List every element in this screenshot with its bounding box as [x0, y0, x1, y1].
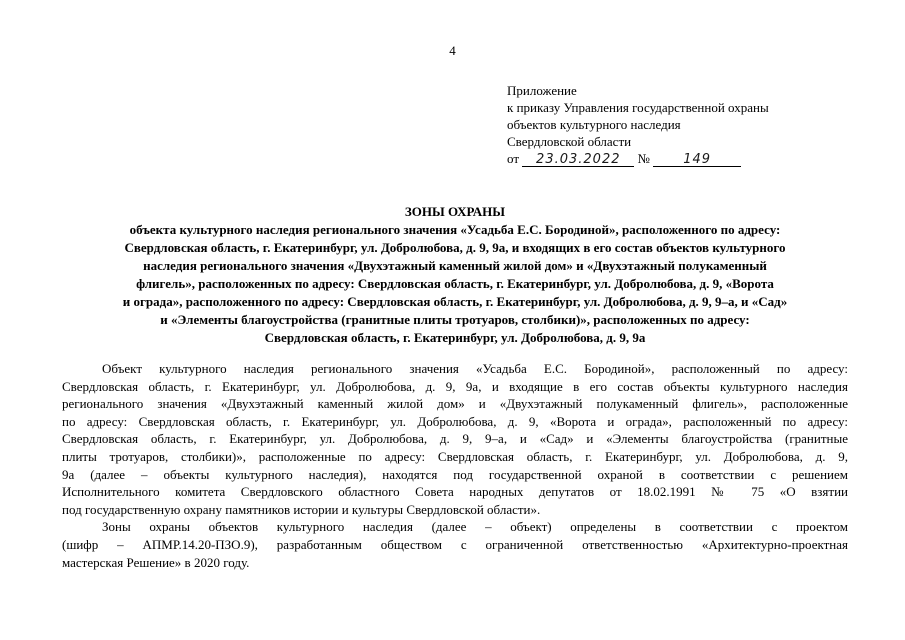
title-line: Свердловская область, г. Екатеринбург, ул. Добролюбова, д. 9, 9а — [264, 330, 646, 345]
paragraph-1 — [62, 360, 848, 518]
title-line: флигель», расположенных по адресу: Свердловская область, г. Екатеринбург, ул. Добролюбова, д. 9, «Ворота — [136, 276, 774, 291]
appendix-objects-line: объектов культурного наследия — [507, 117, 681, 132]
number-field — [653, 152, 741, 167]
paragraph-line: регионального значения «Двухэтажный каменный жилой дом» и «Двухэтажный полукаменный флигель», расположенные — [62, 396, 848, 412]
title-line: и ограда», расположенного по адресу: Свердловская область, г. Екатеринбург, ул. Добролюбова, д. 9, 9–а, и «Сад» — [122, 294, 788, 309]
title-heading: ЗОНЫ ОХРАНЫ — [404, 204, 506, 219]
paragraph-line: (шифр – АПМР.14.20-ПЗО.9), разработанным обществом с ограниченной ответственностью «Архитектурно-проектная — [62, 536, 848, 552]
number-label: № — [637, 151, 650, 166]
paragraph-line: Исполнительного комитета Свердловского областного Совета народных депутатов от 18.02.1991 № 75 «О взятии — [62, 484, 848, 500]
appendix-block — [507, 82, 887, 167]
paragraph-line: Объект культурного наследия регионального значения «Усадьба Е.С. Бородиной», расположенный по адресу: — [102, 361, 848, 376]
appendix-date-line — [507, 150, 887, 167]
date-field — [522, 152, 634, 167]
title-line: Свердловская область, г. Екатеринбург, ул. Добролюбова, д. 9, 9а, и входящих в его состав объектов культурного — [124, 240, 786, 255]
paragraph-line: под государственную охрану памятников истории и культуры Свердловской области». — [62, 501, 541, 517]
title-line: и «Элементы благоустройства (гранитные плиты тротуаров, столбики)», расположенных по адресу: — [160, 312, 750, 327]
appendix-order-line: к приказу Управления государственной охраны — [507, 100, 769, 115]
paragraph-line: 9а (далее – объекты культурного наследия), находятся под государственной охраной в соответствии с решением — [62, 466, 848, 482]
handwritten-number: 149 — [683, 152, 712, 167]
title-line: объекта культурного наследия регионального значения «Усадьба Е.С. Бородиной», расположенного по адресу: — [129, 222, 781, 237]
page-number: 4 — [449, 43, 456, 58]
from-label: от — [507, 151, 520, 166]
document-title — [60, 203, 850, 347]
title-line: наследия регионального значения «Двухэтажный каменный жилой дом» и «Двухэтажный полукаменный — [143, 258, 767, 273]
appendix-region-line: Свердловской области — [507, 134, 632, 149]
appendix-label: Приложение — [507, 83, 577, 98]
paragraph-line: Свердловская область, г. Екатеринбург, ул. Добролюбова, д. 9, 9–а, и «Сад» и «Элементы благоустройства (гранитные — [62, 431, 848, 447]
paragraph-line: по адресу: Свердловская область, г. Екатеринбург, ул. Добролюбова, д. 9, «Ворота и ограда», расположенный по адресу: — [62, 413, 848, 429]
paragraph-line: плиты тротуаров, столбики)», расположенные по адресу: Свердловская область, г. Екатеринбург, ул. Добролюбова, д. 9, — [62, 448, 848, 464]
paragraph-line: Свердловская область, г. Екатеринбург, ул. Добролюбова, д. 9, 9а, и входящие в его состав объекты культурного наследия — [62, 378, 848, 394]
paragraph-2 — [62, 518, 848, 571]
handwritten-date: 23.03.2022 — [536, 152, 621, 167]
paragraph-line: Зоны охраны объектов культурного наследия (далее – объект) определены в соответствии с проектом — [102, 519, 848, 535]
paragraph-line: мастерская Решение» в 2020 году. — [62, 554, 250, 570]
body-text — [62, 360, 848, 571]
